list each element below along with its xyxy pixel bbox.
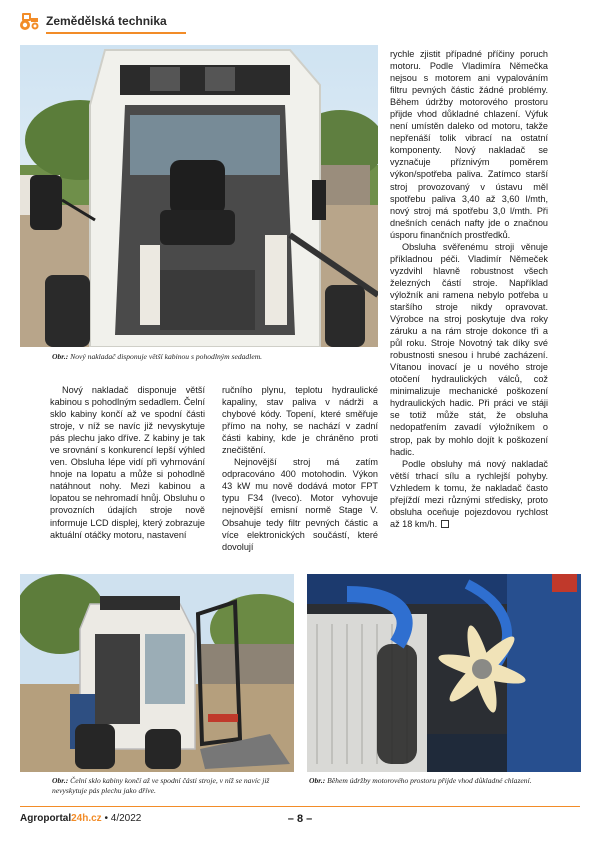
paragraph: ručního plynu, teplotu hydraulické kapaliny, stav paliva v nádrži a chybové kódy. Topení, které směřuje přímo na nohy, se nachází v zadní části kabiny, kde je chráněno proti znečištění. (222, 385, 378, 456)
brand-name: Agroportal (20, 813, 72, 824)
paragraph: Obsluha svěřenému stroji věnuje příkladnou péči. Vladimír Němeček vyzdvihl hlavně robustnost všech železných částí stroje. Například výložník ani ramena nebylo potřeba u staršího stroje nikdy opravovat. Výrobce na stroj poskytuje dva roky záruku a na rám stroje dokonce tři a půl roku. Stroje Novotný tak díky své robustnosti snesou i hrubé zacházení. Vítanou inovací je u nového stroje otočení hydraulických válců, což minimalizuje mechanické poškození hydraulických hadic. Při práci ve stáji se totiž může stát, že obsluha nedopatřením zavadí výložníkem o strop, pak by mohlo dojít k poškození hadic. (390, 241, 548, 457)
main-photo-cab-interior (20, 45, 378, 347)
caption-prefix: Obr.: (52, 352, 69, 361)
caption-text: Nový nakladač disponuje větší kabinou s pohodlným sedadlem. (70, 352, 263, 361)
header-rule (46, 32, 186, 34)
article-column-1 (50, 384, 205, 541)
page-number: – 8 – (287, 813, 313, 825)
caption-prefix: Obr.: (309, 776, 326, 785)
section-title: Zemědělská technika (46, 14, 167, 28)
tractor-logo-icon (18, 11, 40, 31)
brand-domain: 24h.cz (71, 813, 102, 824)
page-header (18, 10, 582, 34)
caption-text: Během údržby motorového prostoru přijde vhod důkladné chlazení. (327, 776, 532, 785)
paragraph (390, 458, 548, 530)
paragraph: Nejnovější stroj má zatím odpracováno 400 motohodin. Výkon 43 kW mu nově dodává motor FPT typu F34 (Iveco). Motor vyhovuje nejnovější emisní normě Stage V. Obsahuje tedy filtr pevných částic a více elektronických součástí, které dovolují (222, 457, 378, 552)
issue-number: 4/2022 (110, 813, 142, 824)
paragraph-text: Podle obsluhy má nový nakladač větší trhací sílu a rychlejší pohyby. Vzhledem k tomu, že nakladač často přejíždí mezi různými středisky, proto obsluha oceňuje pojezdovou rychlost až 18 km/h. (390, 458, 548, 529)
main-photo-caption (52, 352, 372, 362)
end-of-article-icon (441, 520, 449, 528)
photo-loader-open-cab (20, 574, 294, 772)
article-column-3 (390, 48, 548, 530)
footer-separator: • (104, 813, 108, 824)
paragraph: Nový nakladač disponuje větší kabinou s pohodlným sedadlem. Čelní sklo kabiny končí až ve spodní části stroje, v níž se navíc již nevyskytuje pás plechu jako dříve. Z kabiny je tak ve srovnání s konkurencí lepší výhled ven. Obsluha lépe vidí při vyhrnování hnoje na lopatu a může si pohodlně natáhnout nohy. Mezi kabinou a lopatou se nehromadí hnůj. Obsluhu o provozních údajích stroje nově informuje LCD displej, který zobrazuje aktuální otáčky motoru, nastavení (50, 385, 205, 540)
photo-engine-cooler (307, 574, 581, 772)
left-photo-caption (52, 776, 292, 796)
caption-text: Čelní sklo kabiny končí až ve spodní části stroje, v níž se navíc již nevyskytuje pás plechu jako dříve. (52, 776, 270, 795)
caption-prefix: Obr.: (52, 776, 69, 785)
paragraph: rychle zjistit případné příčiny poruch motoru. Podle Vladimíra Němečka nejsou s motorem ani vypalováním filtru pevných částic žádné problémy. Během údržby motorového prostoru přijde vhod důkladné chlazení. Výfuk není umístěn daleko od motoru, takže nepřenáší tolik vibrací na ostatní komponenty. Nový nakladač se vyznačuje příznivým poměrem výkon/spotřeba paliva. Zatímco starší stroj provozovaný v ústavu měl spotřebu paliva 3,40 až 3,60 l/mth, nový stroj má spotřebu 3,0 l/mth. Při dnešních cenách nafty jde o značnou úsporu finančních prostředků. (390, 49, 548, 240)
right-photo-caption (309, 776, 579, 786)
footer-rule (20, 806, 580, 807)
article-column-2 (222, 384, 378, 553)
